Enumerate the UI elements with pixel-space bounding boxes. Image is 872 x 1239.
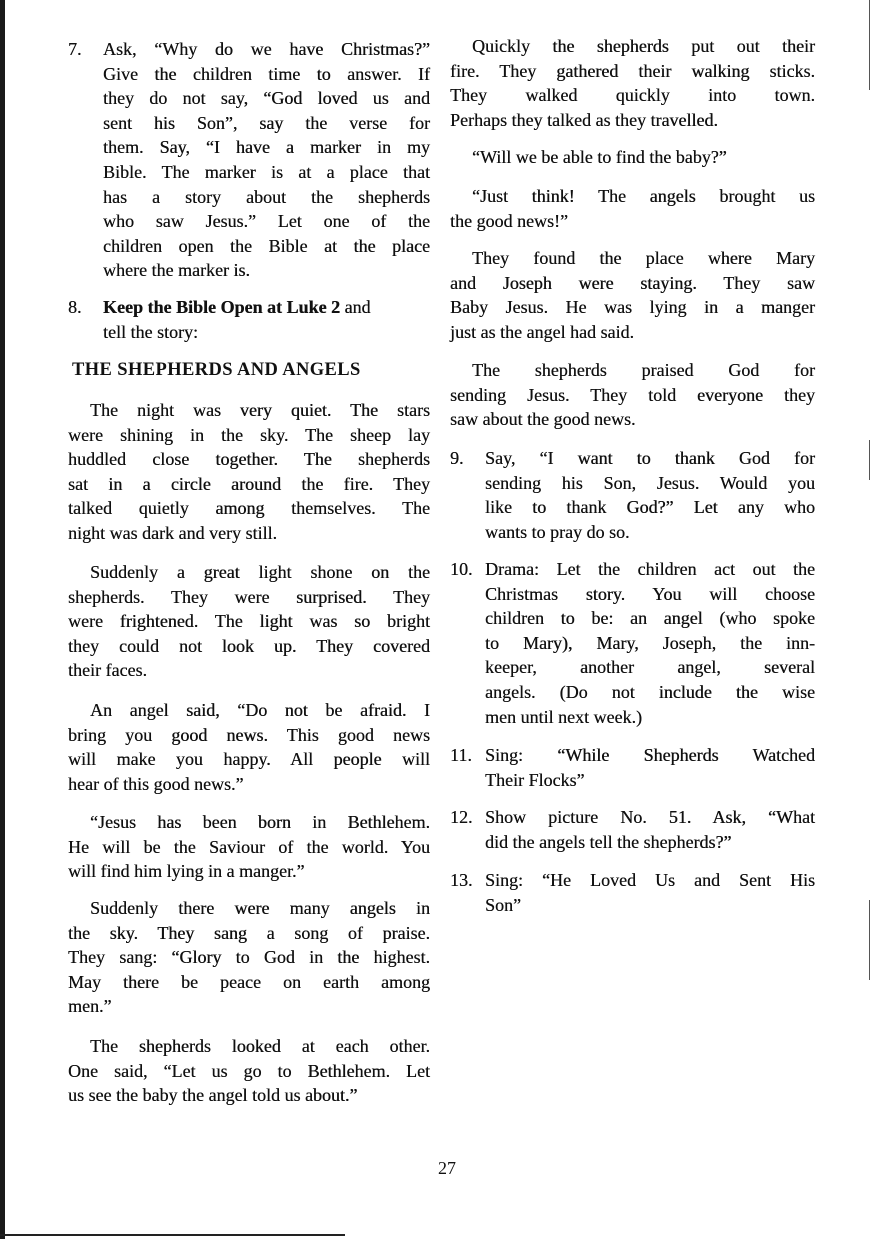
text-line: They sang: “Glory to God in the highest. — [68, 947, 430, 968]
scan-edge-right — [869, 900, 870, 980]
text-line: sat in a circle around the fire. They — [68, 473, 430, 494]
text-line: Ask, “Why do we have Christmas?” — [103, 39, 430, 59]
page-number: 27 — [438, 1158, 456, 1178]
numbered-item — [450, 557, 815, 729]
text-line: Bible. The marker is at a place that — [103, 161, 430, 182]
text-line: to Mary), Mary, Joseph, the inn- — [485, 632, 815, 653]
item-number: 7. — [68, 39, 82, 59]
paragraph — [450, 34, 815, 132]
text-line: sending his Son, Jesus. Would you — [485, 472, 815, 493]
text-line: and Joseph were staying. They saw — [450, 272, 815, 293]
text-line — [103, 295, 430, 320]
text-line: night was dark and very still. — [68, 522, 277, 543]
text-line: Their Flocks” — [485, 769, 585, 790]
text-line: An angel said, “Do not be afraid. I — [90, 700, 430, 720]
text-line: did the angels tell the shepherds?” — [485, 831, 732, 852]
text-line: shepherds. They were surprised. They — [68, 586, 430, 607]
text-line: keeper, another angel, several — [485, 657, 815, 678]
numbered-item — [450, 805, 815, 854]
text-line: hear of this good news.” — [68, 773, 244, 794]
item-number: 9. — [450, 448, 464, 468]
text-line: Say, “I want to thank God for — [485, 448, 815, 468]
text-line: men.” — [68, 996, 112, 1017]
paragraph — [68, 810, 430, 884]
text-line: Drama: Let the children act out the — [485, 559, 815, 579]
numbered-item — [68, 295, 430, 344]
text-line: were shining in the sky. The sheep lay — [68, 424, 430, 445]
text-line: children open the Bible at the place — [103, 235, 430, 256]
numbered-item — [450, 743, 815, 792]
text-line: children to be: an angel (who spoke — [485, 608, 815, 629]
paragraph — [68, 560, 430, 683]
text-line: “Just think! The angels brought us — [472, 186, 815, 206]
item-body — [103, 295, 430, 344]
numbered-item — [68, 37, 430, 283]
item-body — [485, 743, 815, 792]
text-line: tell the story: — [103, 321, 198, 342]
item-number: 13. — [450, 870, 473, 890]
bold-instruction: Keep the Bible Open at Luke 2 — [103, 297, 341, 317]
text-line: were frightened. The light was so bright — [68, 611, 430, 632]
scan-edge-bottom — [0, 1234, 345, 1236]
paragraph — [68, 1034, 430, 1108]
text-line: “Will we be able to find the baby?” — [472, 147, 727, 167]
text-line: The night was very quiet. The stars — [90, 400, 430, 420]
text-line: will make you happy. All people will — [68, 749, 430, 770]
text-line: who saw Jesus.” Let one of the — [103, 211, 430, 232]
text-line: them. Say, “I have a marker in my — [103, 137, 430, 158]
paragraph — [68, 698, 430, 796]
text-line: they could not look up. They covered — [68, 635, 430, 656]
paragraph — [450, 145, 815, 170]
paragraph — [68, 398, 430, 546]
text-line: huddled close together. The shepherds — [68, 449, 430, 470]
text-line: He will be the Saviour of the world. You — [68, 836, 430, 857]
text-line: saw about the good news. — [450, 409, 636, 430]
text-line: May there be peace on earth among — [68, 971, 430, 992]
text-line: angels. (Do not include the wise — [485, 681, 815, 702]
text-line: the sky. They sang a song of praise. — [68, 922, 430, 943]
text-line: us see the baby the angel told us about.” — [68, 1085, 358, 1106]
text-line: They walked quickly into town. — [450, 85, 815, 106]
paragraph — [450, 358, 815, 432]
text-line: Show picture No. 51. Ask, “What — [485, 807, 815, 827]
text-line: just as the angel had said. — [450, 321, 634, 342]
text-line: Quickly the shepherds put out their — [472, 36, 815, 56]
text-line: Suddenly a great light shone on the — [90, 562, 430, 582]
paragraph — [450, 184, 815, 233]
item-body — [485, 868, 815, 917]
text-line: Perhaps they talked as they travelled. — [450, 109, 718, 130]
text-line: they do not say, “God loved us and — [103, 88, 430, 109]
text-line: Sing: “He Loved Us and Sent His — [485, 870, 815, 890]
text-line: They found the place where Mary — [472, 248, 815, 268]
scan-edge-left — [0, 0, 5, 1239]
scan-edge-right — [869, 440, 870, 480]
scan-edge-right — [869, 0, 870, 90]
text-line: One said, “Let us go to Bethlehem. Let — [68, 1060, 430, 1081]
text-line: Sing: “While Shepherds Watched — [485, 745, 815, 765]
text-line: fire. They gathered their walking sticks. — [450, 60, 815, 81]
text-line: Christmas story. You will choose — [485, 583, 815, 604]
text-line: Give the children time to answer. If — [103, 63, 430, 84]
text-line: wants to pray do so. — [485, 521, 630, 542]
item-body — [103, 37, 430, 283]
text-line: their faces. — [68, 660, 147, 681]
item-number: 8. — [68, 297, 82, 317]
text-line: sent his Son”, say the verse for — [103, 112, 430, 133]
text-line: where the marker is. — [103, 260, 250, 281]
text-fragment: and — [340, 297, 371, 317]
item-number: 12. — [450, 807, 473, 827]
text-line: talked quietly among themselves. The — [68, 498, 430, 519]
item-body — [485, 446, 815, 544]
text-line: Suddenly there were many angels in — [90, 898, 430, 918]
text-line: men until next week.) — [485, 706, 642, 727]
text-line: “Jesus has been born in Bethlehem. — [90, 812, 430, 832]
item-number: 10. — [450, 559, 473, 579]
text-line: has a story about the shepherds — [103, 186, 430, 207]
text-line: The shepherds looked at each other. — [90, 1036, 430, 1056]
paragraph — [68, 896, 430, 1019]
text-line: sending Jesus. They told everyone they — [450, 384, 815, 405]
text-line: like to thank God?” Let any who — [485, 497, 815, 518]
text-line: The shepherds praised God for — [472, 360, 815, 380]
item-number: 11. — [450, 745, 472, 765]
numbered-item — [450, 446, 815, 544]
text-line: Baby Jesus. He was lying in a manger — [450, 297, 815, 318]
text-line: bring you good news. This good news — [68, 724, 430, 745]
text-line: Son” — [485, 894, 521, 915]
item-body — [485, 805, 815, 854]
numbered-item — [450, 868, 815, 917]
text-line: the good news!” — [450, 210, 568, 231]
item-body — [485, 557, 815, 729]
text-line: will find him lying in a manger.” — [68, 861, 305, 882]
paragraph — [450, 246, 815, 344]
section-heading: THE SHEPHERDS AND ANGELS — [72, 360, 361, 380]
